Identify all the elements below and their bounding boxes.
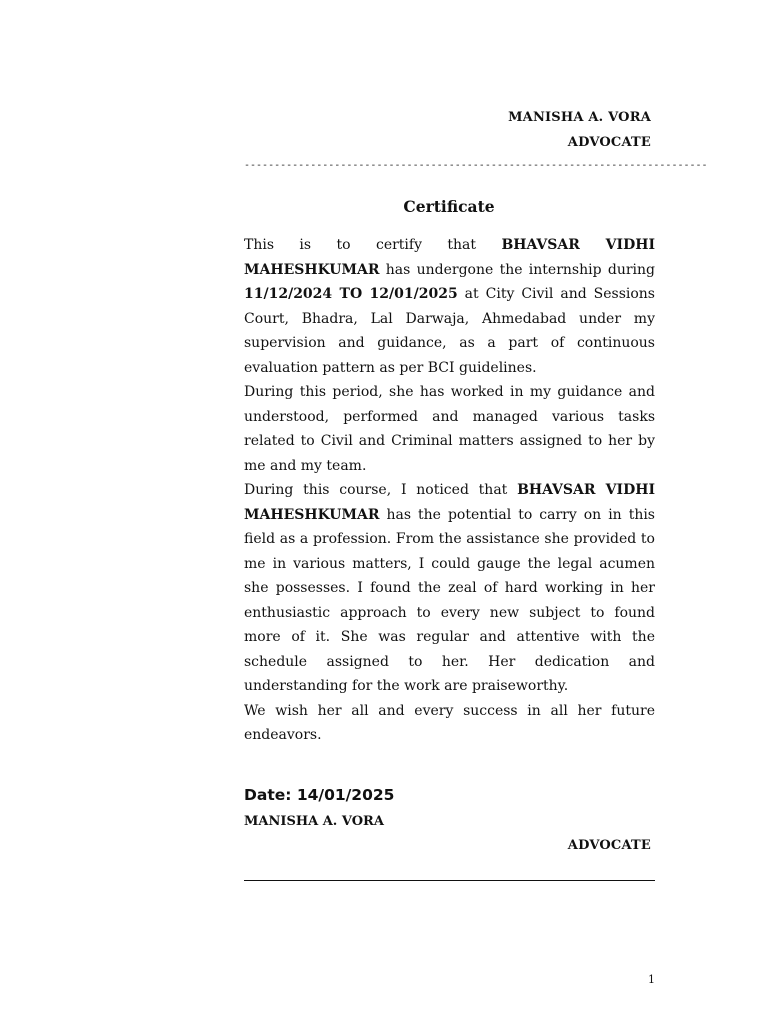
paragraph-assessment: [244, 478, 655, 699]
page-number: 1: [648, 973, 655, 986]
paragraph-wishes: We wish her all and every success in all her future endeavors.: [244, 702, 655, 743]
paragraph-text: has the potential to carry on in this field as a profession. From the assistance she provided to me in various matters, I could gauge the legal acumen she possesses. I found the zeal of hard working in her enthusiastic approach to every new subject to found more of it. She was regular and attentive with the schedule assigned to her. Her dedication and understanding for the work are praiseworthy.: [244, 506, 655, 694]
certificate-body: [244, 233, 655, 748]
signature-title: ADVOCATE: [567, 838, 651, 853]
header-advocate-title: ADVOCATE: [567, 135, 651, 150]
intern-name: BHAVSAR VIDHI MAHESHKUMAR: [244, 482, 656, 523]
paragraph-certification: [244, 233, 655, 380]
certificate-heading: Certificate: [403, 197, 495, 216]
header-advocate-name: MANISHA A. VORA: [508, 110, 651, 125]
paragraph-text: This is to certify that: [244, 237, 502, 253]
footer-rule: [244, 880, 655, 881]
paragraph-text: has undergone the internship during: [379, 261, 655, 278]
header-dashed-separator: -----------------------------------------------------------------------------: [244, 160, 708, 171]
intern-name: BHAVSAR VIDHI MAHESHKUMAR: [244, 237, 655, 278]
internship-period: 11/12/2024 TO 12/01/2025: [244, 286, 458, 302]
paragraph-text: at City Civil and Sessions Court, Bhadra, Lal Darwaja, Ahmedabad under my supervision and guidance, as a part of continuous evaluation pattern as per BCI guidelines.: [244, 286, 655, 376]
paragraph-work-summary: During this period, she has worked in my guidance and understood, performed and managed various tasks related to Civil and Criminal matters assigned to her by me and my team.: [244, 384, 655, 474]
signature-name: MANISHA A. VORA: [244, 814, 384, 829]
issue-date: Date: 14/01/2025: [244, 786, 395, 804]
paragraph-text: During this course, I noticed that: [244, 482, 518, 498]
